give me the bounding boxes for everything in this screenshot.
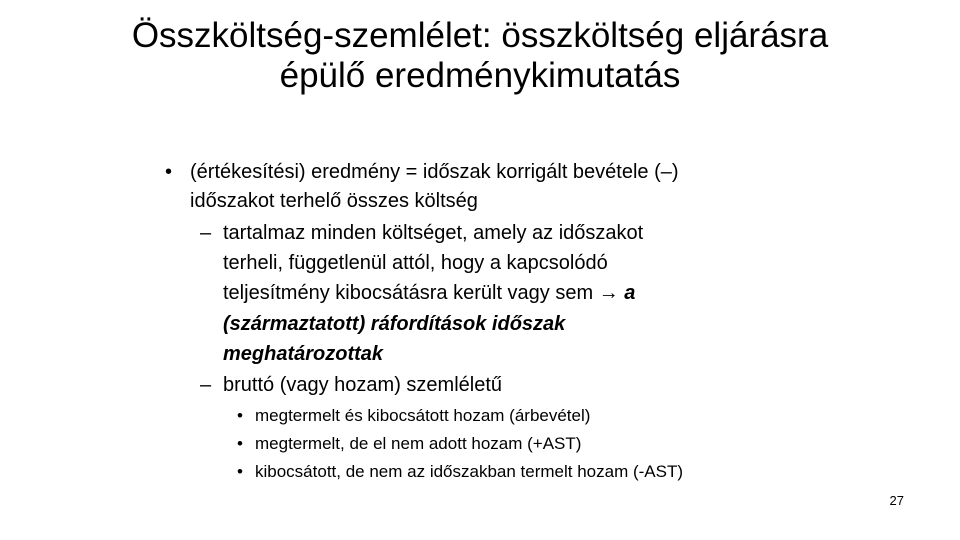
title-line-2: épülő eredménykimutatás (279, 56, 681, 95)
sub1-line-3-plain: teljesítmény kibocsátásra került vagy sem → (223, 282, 625, 304)
sub-bullet-marker: • (237, 406, 243, 425)
bullet-marker: • (165, 161, 173, 183)
sub-bullet-marker: • (237, 462, 243, 481)
title-line-1: Összköltség-szemlélet: összköltség eljárásra (131, 16, 829, 55)
dash-marker: – (200, 374, 212, 396)
sub1-line-1: tartalmaz minden költséget, amely az időszakot (223, 222, 644, 244)
bullet-main-line-1: (értékesítési) eredmény = időszak korrigált bevétele (–) (190, 161, 679, 183)
sub-item-3: kibocsátott, de nem az időszakban termelt hozam (-AST) (255, 462, 684, 481)
sub1-line-4: (származtatott) ráfordítások időszak (223, 313, 566, 335)
page-number: 27 (889, 493, 904, 508)
dash-marker: – (200, 222, 212, 244)
sub1-line-3-emphasis: a (624, 282, 636, 304)
sub-item-1: megtermelt és kibocsátott hozam (árbevétel) (255, 406, 591, 425)
sub-item-2: megtermelt, de el nem adott hozam (+AST) (255, 434, 582, 453)
sub1-line-3 (223, 278, 635, 309)
sub1-line-5: meghatározottak (223, 343, 384, 365)
sub1-line-2: terheli, függetlenül attól, hogy a kapcsolódó (223, 252, 608, 274)
sub2-line-1: bruttó (vagy hozam) szemléletű (223, 374, 503, 396)
sub-bullet-marker: • (237, 434, 243, 453)
bullet-main-line-2: időszakot terhelő összes költség (190, 190, 478, 212)
